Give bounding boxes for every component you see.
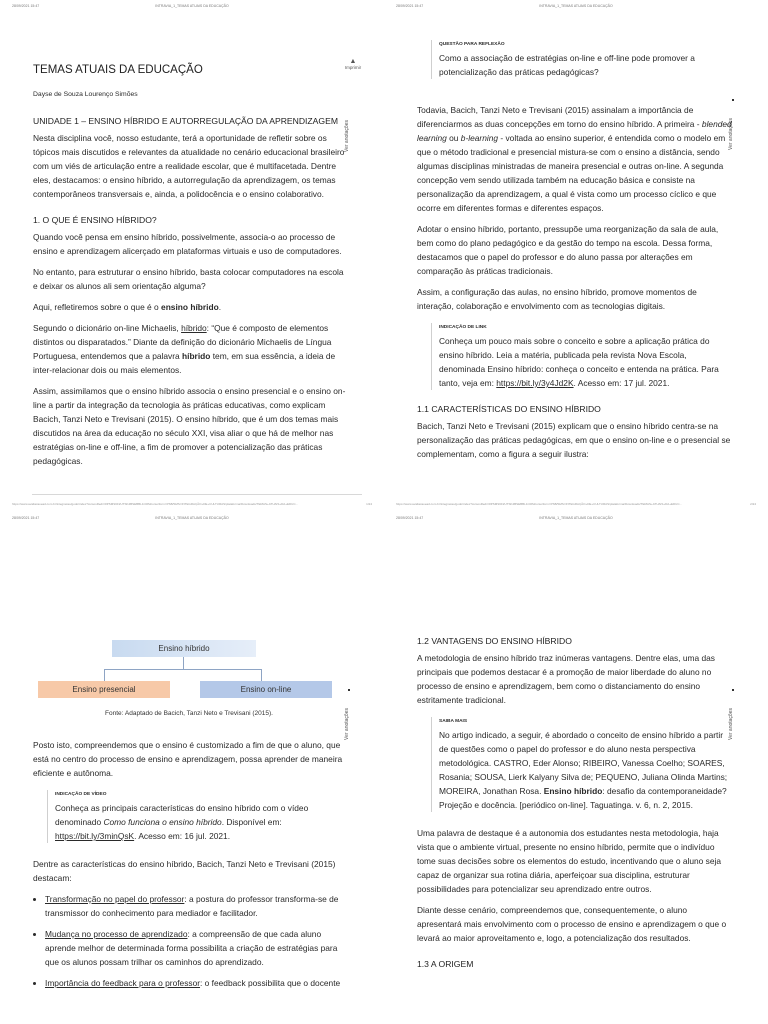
list-item-term: Mudança no processo de aprendizado [45, 929, 188, 939]
paragraph: No entanto, para estruturar o ensino híbrido, basta colocar computadores na escola e deixar os alunos ali sem orientação alguma? [33, 267, 344, 291]
text: . Disponível em: [221, 817, 282, 827]
print-arrow-icon: ▲ [349, 58, 357, 65]
characteristics-list [33, 892, 348, 990]
text: : “Que é composto de elementos distintos ou disparatados.” Diante da definição do dicionário Michaelis de Língua Portuguesa, entendemos que a palavra [33, 323, 332, 361]
notes-toggle[interactable]: Ver anotações [344, 120, 350, 152]
box-label: INDICAÇÃO DE VÍDEO [55, 792, 107, 797]
reflection-box [431, 40, 732, 79]
bold-text: Ensino híbrido [543, 786, 603, 796]
header-title: INTRAVIA_1_TEMAS ATUAIS DA EDUCAÇÃO [539, 4, 613, 8]
text: ou [446, 133, 461, 143]
diagram-node-right: Ensino on-line [200, 681, 332, 698]
header-date: 28/09/2021 15:47 [396, 516, 424, 520]
link-box [431, 323, 732, 390]
diagram-connector [183, 657, 184, 669]
box-label: QUESTÃO PARA REFLEXÃO [439, 42, 505, 47]
paragraph: Assim, a configuração das aulas, no ensino híbrido, promove momentos de interação, colaboração e envolvimento com as tecnologias digitais. [417, 287, 697, 311]
diagram-connector [261, 669, 262, 681]
notes-toggle[interactable]: Ver anotações [728, 118, 734, 150]
notes-toggle[interactable]: Ver anotações [728, 708, 734, 740]
italic-text: blended learning [417, 119, 732, 143]
list-item [45, 976, 348, 990]
video-box [47, 790, 348, 843]
page-title: TEMAS ATUAIS DA EDUCAÇÃO [33, 64, 203, 76]
box-text [55, 801, 348, 843]
page-footer [396, 502, 756, 508]
page-4-content [417, 634, 732, 974]
page-header [12, 4, 372, 12]
text: Conheça as principais características do ensino híbrido com o vídeo denominado [55, 803, 309, 827]
document-page-3 [0, 512, 384, 1024]
header-date: 28/09/2021 15:47 [396, 4, 424, 8]
header-date: 28/09/2021 15:47 [12, 4, 40, 8]
box-label: INDICAÇÃO DE LINK [439, 325, 487, 330]
paragraph: Assim, assimilamos que o ensino híbrido associa o ensino presencial e o ensino on-line a partir da integração da tecnologia às práticas educativas, como explicam Bacich, Tanzi Neto e Trevisani (2015). O ensino híbrido, que é um dos temas mais discutidos na área da educação no século XXI, visa aliar o que há de melhor nas estratégias on-line e off-line, a fim de promover a potencialização das práticas pedagógicas. [33, 386, 346, 466]
paragraph: A metodologia de ensino híbrido traz inúmeras vantagens. Dentre elas, uma das principais que podemos destacar é a promoção de maior liberdade do aluno no processo de ensino e aprendizagem, bem como o distanciamento do ensino estritamente tradicional. [417, 653, 715, 705]
list-item-text: : a postura do professor transforma-se de transmissor do conhecimento para mediador e facilitador. [45, 894, 339, 918]
section-heading: 1.2 VANTAGENS DO ENSINO HÍBRIDO [417, 636, 572, 646]
external-link[interactable]: https://bit.ly/3y4Jd2K [496, 378, 574, 388]
page-2-content [417, 40, 732, 468]
box-text [439, 728, 732, 812]
diagram-node-left: Ensino presencial [38, 681, 170, 698]
text: Segundo o dicionário on-line Michaelis, [33, 323, 182, 333]
paragraph: Diante desse cenário, compreendemos que, consequentemente, o aluno apresentará mais envolvimento com o processo de ensino e aprendizagem o que o levará ao maior aproveitamento e, logo, a potencialização dos resultados. [417, 905, 727, 943]
list-item-text: : o feedback possibilita que o docente [200, 978, 341, 988]
footer-url: https://www.avaliacaoead.com.br/integracao/godo/index?cursosRedi=RPSMS6F2UTSK4BSEBBL1C0IMcurso/form=PSB/SMS=INTEGRAÇÃO+DE+CULTURAS/plataforma/Downloads/TEMAS+ATUAIS+DA+EDUC... [12, 502, 299, 506]
diagram-connector [104, 669, 262, 670]
bullet-dot-icon [732, 99, 734, 101]
text: . Acesso em: 17 jul. 2021. [573, 378, 670, 388]
text: No artigo indicado, a seguir, é abordado o conceito de ensino híbrido a partir de questões como o papel do professor e do aluno nesta perspectiva metodológica. CASTRO, Eder Alonso; RIBEIRO, Vanessa Coelho; SOARES, Rosania; SOUSA, Lierk Kalyany Silva de; PEQUENO, Juliana Olinda Martins; MOREIRA, Jonathan Rosa. [439, 730, 728, 796]
external-link[interactable]: https://bit.ly/3minQsK [55, 831, 135, 841]
author: Dayse de Souza Lourenço Simões [33, 91, 138, 98]
list-item [45, 927, 348, 969]
footer-page-number: 2/24 [750, 502, 756, 506]
footer-page-number: 1/24 [366, 502, 372, 506]
bullet-dot-icon [348, 689, 350, 691]
text: Conheça um pouco mais sobre o conceito e sobre a aplicação prática do ensino híbrido. Leia a matéria, publicada pela revista Nova Escola, denominada Ensino híbrido: conheça o conceito e entenda na prática. Para tanto, veja em: [439, 336, 719, 388]
list-item-term: Importância do feedback para o professor [45, 978, 201, 988]
italic-text: Como funciona o ensino híbrido [103, 817, 222, 827]
header-date: 28/09/2021 15:47 [12, 516, 40, 520]
bold-text: ensino híbrido [161, 302, 219, 312]
page-header [396, 516, 756, 524]
italic-text: b-learning [460, 133, 499, 143]
footer-url: https://www.avaliacaoead.com.br/integracao/godo/index?cursosRedi=RPSMS6F2UTSK4BSEBBL1C0IMcurso/form=PSB/SMS=INTEGRAÇÃO+DE+CULTURAS/plataforma/Downloads/TEMAS+ATUAIS+DA+EDUC... [396, 502, 683, 506]
page-3-content [33, 738, 348, 997]
text: Aqui, refletiremos sobre o que é o [33, 302, 162, 312]
paragraph: Posto isto, compreendemos que o ensino é customizado a fim de que o aluno, que está no centro do processo de ensino e aprendizagem, possa aprender de maneira eficiente e autônoma. [33, 740, 343, 778]
print-label: Imprimir [344, 65, 362, 70]
saiba-mais-box [431, 717, 732, 812]
diagram-connector [104, 669, 105, 681]
bullet-dot-icon [732, 689, 734, 691]
page-header [396, 4, 756, 12]
box-text [439, 334, 732, 390]
page-header [12, 516, 372, 524]
unit-heading: UNIDADE 1 – ENSINO HÍBRIDO E AUTORREGULAÇÃO DA APRENDIZAGEM [33, 116, 338, 126]
paragraph: Nesta disciplina você, nosso estudante, terá a oportunidade de refletir sobre os tópicos mais discutidos e relevantes da atualidade no cenário educacional brasileiro com um viés de articulação entre a realidade escolar, que é multifacetada. Dentre eles, destacamos: o ensino híbrido, a autorregulação da aprendizagem, os temas contemporâneos transversais e, ainda, a polidocência e o ensino colaborativo. [33, 133, 345, 199]
list-item-term: Transformação no papel do professor [45, 894, 185, 904]
dictionary-link[interactable]: híbrido [181, 323, 207, 333]
diagram-node-top: Ensino híbrido [112, 640, 256, 657]
page-footer [12, 502, 372, 508]
paragraph [417, 103, 732, 215]
header-title: INTRAVIA_1_TEMAS ATUAIS DA EDUCAÇÃO [155, 4, 229, 8]
section-heading: 1. O QUE É ENSINO HÍBRIDO? [33, 215, 157, 225]
header-title: INTRAVIA_1_TEMAS ATUAIS DA EDUCAÇÃO [539, 516, 613, 520]
document-page-1 [0, 0, 384, 512]
text: Todavia, Bacich, Tanzi Neto e Trevisani (2015) assinalam a importância de diferenciarmos as duas concepções em torno do ensino híbrido. A primeira - [417, 105, 702, 129]
paragraph [33, 300, 348, 314]
document-page-2 [384, 0, 768, 512]
document-page-4 [384, 512, 768, 1024]
list-item [45, 892, 348, 920]
header-title: INTRAVIA_1_TEMAS ATUAIS DA EDUCAÇÃO [155, 516, 229, 520]
figure-caption: Fonte: Adaptado de Bacich, Tanzi Neto e Trevisani (2015). [105, 710, 273, 717]
text: tem, em sua essência, a ideia de inter-relacionar dois ou mais elementos. [33, 351, 336, 375]
paragraph [33, 321, 348, 377]
text: : desafio da contemporaneidade? Projeção e docência. [periódico on-line]. Taguatinga. v. 6, n. 2, 2015. [439, 786, 727, 810]
text: . [218, 302, 222, 312]
bold-text: híbrido [182, 351, 211, 361]
paragraph: Quando você pensa em ensino híbrido, possivelmente, associa-o ao processo de ensino e aprendizagem alicerçado em plataformas virtuais e uso de computadores. [33, 232, 342, 256]
section-heading: 1.1 CARACTERÍSTICAS DO ENSINO HÍBRIDO [417, 404, 601, 414]
box-text: Como a associação de estratégias on-line e off-line pode promover a potencialização das práticas pedagógicas? [439, 53, 695, 77]
text: - voltada ao ensino superior, é entendida como o modelo em que o método tradicional e presencial mistura-se com o ensino a distância, sendo algumas disciplinas ministradas de maneira presencial e outras on-line. A segunda concepção vem sendo utilizada também na educação básica e consiste na personalização da aprendizagem, a qual é vista como um processo cíclico e que ocorre em diferentes formas e diferentes espaços. [417, 133, 726, 213]
section-heading: 1.3 A ORIGEM [417, 959, 474, 969]
page-1-content [33, 62, 348, 475]
list-item-text: : a compreensão de que cada aluno aprende melhor de determinada forma possibilita a criação de estratégias para que os alunos possam trilhar os caminhos do aprendizado. [45, 929, 338, 967]
paragraph: Dentre as características do ensino híbrido, Bacich, Tanzi Neto e Trevisani (2015) destacam: [33, 859, 336, 883]
paragraph: Adotar o ensino híbrido, portanto, pressupõe uma reorganização da sala de aula, bem como do plano pedagógico e da gestão do tempo na escola. Dessa forma, destacamos que o papel do professor e do aluno passa por alterações em comparação às práticas tradicionais. [417, 224, 719, 276]
paragraph: Bacich, Tanzi Neto e Trevisani (2015) explicam que o ensino híbrido centra-se na personalização das práticas pedagógicas, em que o ensino on-line e o presencial se complementam, como a figura a seguir ilustra: [417, 421, 731, 459]
box-label: SAIBA MAIS [439, 719, 468, 724]
notes-toggle[interactable]: Ver anotações [344, 708, 350, 740]
paragraph: Uma palavra de destaque é a autonomia dos estudantes nesta metodologia, haja vista que o ambiente virtual, presente no ensino híbrido, permite que o indivíduo tome suas decisões sobre os elementos do estudo, incentivando que o aluno seja capaz de organizar sua rotina diária, aperfeiçoar sua disciplina, estruturar possibilidades para potencializar seu aprendizado entre outros. [417, 828, 722, 894]
text: . Acesso em: 16 jul. 2021. [134, 831, 231, 841]
page-divider [32, 494, 362, 495]
